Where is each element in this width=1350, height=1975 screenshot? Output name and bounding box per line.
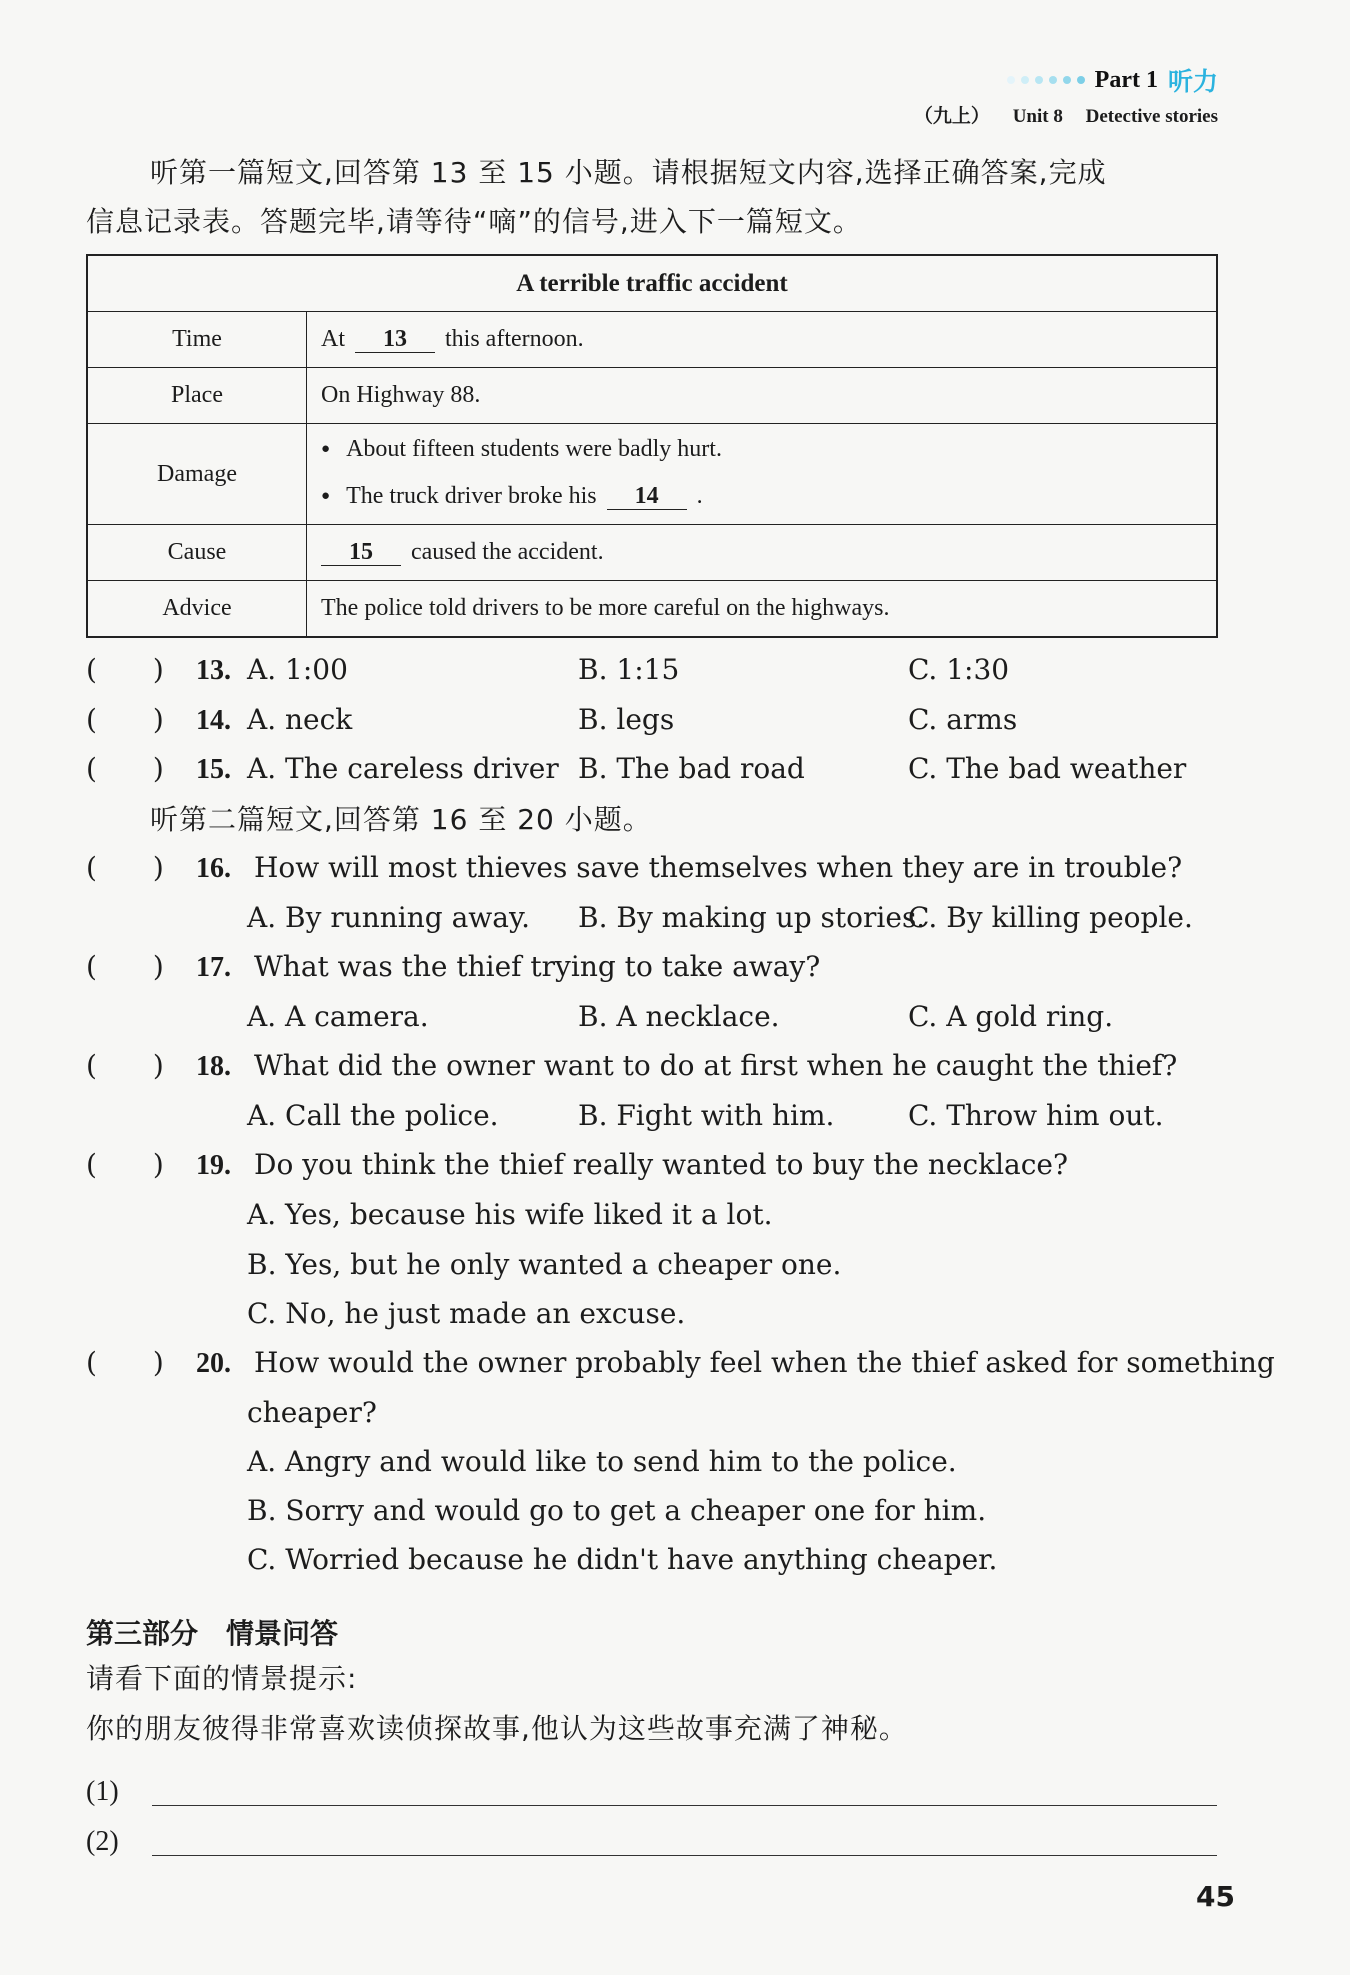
- option-17-a: A. A camera.: [247, 1000, 429, 1033]
- option-14-c: C. arms: [908, 703, 1018, 736]
- option-18-c: C. Throw him out.: [908, 1099, 1164, 1132]
- option-17-b: B. A necklace.: [578, 1000, 780, 1033]
- advice-label: Advice: [87, 581, 307, 637]
- option-19-c: C. No, he just made an excuse.: [247, 1297, 686, 1330]
- table-row: [87, 525, 1217, 581]
- cause-label: Cause: [87, 525, 307, 581]
- running-header: [1007, 62, 1218, 98]
- question-number: 16.: [196, 853, 231, 884]
- cause-cell: [307, 525, 1218, 581]
- damage-item-1: ● About fifteen students were badly hurt.: [321, 427, 1202, 474]
- question-number: 20.: [196, 1348, 231, 1379]
- time-cell: [307, 312, 1218, 368]
- answer-box-14[interactable]: ( ): [86, 703, 164, 736]
- time-post: this afternoon.: [445, 326, 584, 352]
- answer-item-2-label: (2): [86, 1826, 119, 1857]
- blank-14[interactable]: 14: [607, 483, 687, 510]
- place-value: On Highway 88.: [307, 368, 1218, 424]
- table-title: A terrible traffic accident: [87, 255, 1217, 312]
- place-label: Place: [87, 368, 307, 424]
- question-number: 17.: [196, 952, 231, 983]
- answer-box-17[interactable]: ( ): [86, 950, 164, 983]
- damage-2-post: .: [696, 483, 703, 509]
- damage-cell: [307, 424, 1218, 525]
- question-stem: How will most thieves save themselves when they are in trouble?: [254, 851, 1183, 884]
- answer-box-20[interactable]: ( ): [86, 1346, 164, 1379]
- option-13-a: A. 1:00: [247, 653, 348, 686]
- option-16-c: C. By killing people.: [908, 901, 1193, 934]
- option-15-a: A. The careless driver: [247, 752, 559, 785]
- question-number: 18.: [196, 1051, 231, 1082]
- option-18-a: A. Call the police.: [247, 1099, 499, 1132]
- question-14: [86, 700, 254, 740]
- blank-15[interactable]: 15: [321, 539, 401, 566]
- info-table: [86, 254, 1218, 638]
- time-label: Time: [87, 312, 307, 368]
- question-stem: How would the owner probably feel when the thief asked for something: [254, 1346, 1275, 1379]
- question-number: 14.: [196, 705, 231, 736]
- decorative-dots-icon: [1007, 76, 1085, 84]
- option-16-a: A. By running away.: [247, 901, 530, 934]
- option-20-a: A. Angry and would like to send him to the police.: [247, 1445, 957, 1478]
- table-row: [87, 581, 1217, 637]
- question-16: [86, 848, 1182, 888]
- option-16-b: B. By making up stories.: [578, 901, 926, 934]
- part3-scene: 你的朋友彼得非常喜欢读侦探故事,他认为这些故事充满了神秘。: [86, 1712, 908, 1745]
- question-13: [86, 650, 254, 690]
- answer-line-1[interactable]: [152, 1804, 1217, 1806]
- option-15-c: C. The bad weather: [908, 752, 1187, 785]
- option-14-a: A. neck: [247, 703, 353, 736]
- question-20: [86, 1343, 1275, 1383]
- option-15-b: B. The bad road: [578, 752, 805, 785]
- option-17-c: C. A gold ring.: [908, 1000, 1114, 1033]
- cause-post: caused the accident.: [411, 539, 604, 565]
- table-row: [87, 368, 1217, 424]
- table-row: [87, 312, 1217, 368]
- answer-box-19[interactable]: ( ): [86, 1148, 164, 1181]
- unit-label: Unit 8: [1012, 106, 1063, 127]
- grade-label: （九上）: [913, 106, 990, 127]
- option-13-b: B. 1:15: [578, 653, 680, 686]
- question-15: [86, 749, 254, 789]
- question-17: [86, 947, 820, 987]
- section-label: 听力: [1167, 67, 1218, 96]
- option-19-b: B. Yes, but he only wanted a cheaper one.: [247, 1248, 842, 1281]
- option-13-c: C. 1:30: [908, 653, 1010, 686]
- question-stem: What was the thief trying to take away?: [254, 950, 821, 983]
- unit-title: Detective stories: [1085, 106, 1218, 127]
- answer-box-15[interactable]: ( ): [86, 752, 164, 785]
- answer-box-13[interactable]: ( ): [86, 653, 164, 686]
- answer-line-2[interactable]: [152, 1854, 1217, 1856]
- intro-line-2: 信息记录表。答题完毕,请等待“嘀”的信号,进入下一篇短文。: [86, 205, 862, 238]
- damage-label: Damage: [87, 424, 307, 525]
- question-18: [86, 1046, 1177, 1086]
- question-19: [86, 1145, 1068, 1185]
- advice-value: The police told drivers to be more careful on the highways.: [307, 581, 1218, 637]
- question-number: 19.: [196, 1150, 231, 1181]
- answer-item-1-label: (1): [86, 1776, 119, 1807]
- question-number: 13.: [196, 655, 231, 686]
- question-stem: Do you think the thief really wanted to buy the necklace?: [254, 1148, 1069, 1181]
- blank-13[interactable]: 13: [355, 326, 435, 353]
- intro-line-1: 听第一篇短文,回答第 13 至 15 小题。请根据短文内容,选择正确答案,完成: [150, 156, 1107, 189]
- option-18-b: B. Fight with him.: [578, 1099, 835, 1132]
- part3-prompt: 请看下面的情景提示:: [86, 1662, 358, 1695]
- page-number: 45: [1196, 1880, 1235, 1913]
- damage-item-2: [321, 474, 1202, 521]
- answer-box-18[interactable]: ( ): [86, 1049, 164, 1082]
- intro-2: 听第二篇短文,回答第 16 至 20 小题。: [150, 803, 652, 836]
- option-20-b: B. Sorry and would go to get a cheaper one for him.: [247, 1494, 987, 1527]
- question-stem-continued: cheaper?: [247, 1396, 377, 1429]
- part3-title: 第三部分 情景问答: [86, 1617, 339, 1650]
- time-pre: At: [321, 326, 345, 352]
- option-19-a: A. Yes, because his wife liked it a lot.: [247, 1198, 773, 1231]
- table-row: [87, 424, 1217, 525]
- unit-header: [914, 101, 1218, 128]
- answer-box-16[interactable]: ( ): [86, 851, 164, 884]
- option-20-c: C. Worried because he didn't have anything cheaper.: [247, 1543, 998, 1576]
- part-label: Part 1: [1094, 66, 1158, 93]
- question-number: 15.: [196, 754, 231, 785]
- option-14-b: B. legs: [578, 703, 675, 736]
- damage-2-pre: The truck driver broke his: [346, 483, 597, 509]
- question-stem: What did the owner want to do at first when he caught the thief?: [254, 1049, 1178, 1082]
